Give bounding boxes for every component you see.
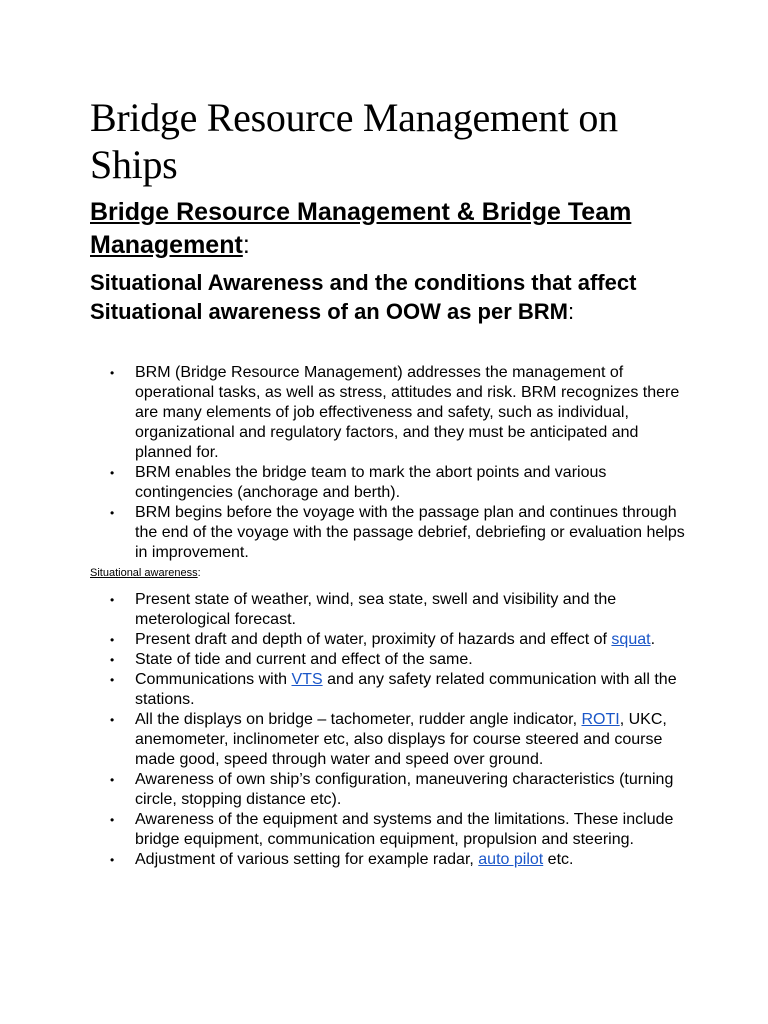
bullet-icon: • <box>110 673 115 687</box>
list-item-text: Awareness of own ship’s configuration, maneuvering characteristics (turning circle, stopping distance etc). <box>135 771 674 808</box>
list-item-text: All the displays on bridge – tachometer, rudder angle indicator, <box>135 711 582 728</box>
list-item-text: Present state of weather, wind, sea state, swell and visibility and the meterological forecast. <box>135 591 617 628</box>
list-item <box>90 710 690 770</box>
bullet-icon: • <box>110 653 115 667</box>
section-heading-situational-awareness <box>90 268 690 326</box>
list-item-text-end: . <box>650 631 656 648</box>
vts-link[interactable]: VTS <box>291 671 323 688</box>
page-title: Bridge Resource Management on Ships <box>90 95 618 187</box>
section-heading-brm-text: Bridge Resource Management & Bridge Team Management <box>90 198 632 259</box>
section-heading-brm-colon: : <box>242 231 250 259</box>
list-item-text: Communications with <box>135 671 292 688</box>
list-item-text: Adjustment of various setting for example radar, <box>135 851 479 868</box>
list-item-text: Awareness of the equipment and systems and the limitations. These include bridge equipment, communication equipment, propulsion and steering. <box>135 811 674 848</box>
bullet-icon: • <box>110 853 115 867</box>
bullet-icon: • <box>110 593 115 607</box>
subheading-colon: : <box>197 567 201 579</box>
list-item-text: State of tide and current and effect of the same. <box>135 651 473 668</box>
section-heading-sa-colon: : <box>568 299 575 324</box>
list-item-text-end: etc. <box>543 851 574 868</box>
list-item-text: BRM begins before the voyage with the passage plan and continues through the end of the voyage with the passage debrief, debriefing or evaluation helps in improvement. <box>135 504 685 561</box>
list-item <box>90 670 690 710</box>
squat-link[interactable]: squat <box>611 631 651 648</box>
list-item-text: BRM enables the bridge team to mark the abort points and various contingencies (anchorage and berth). <box>135 464 607 501</box>
situational-awareness-subheading <box>90 566 201 581</box>
list-item-text-end: and any safety related communication with all the stations. <box>135 671 677 708</box>
list-item-text: BRM (Bridge Resource Management) addresses the management of operational tasks, as well as stress, attitudes and risk. BRM recognizes there are many elements of job effectiveness and safety, such as individual, organizational and regulatory factors, and they must be anticipated and planned for. <box>135 364 680 461</box>
situational-awareness-list <box>90 590 690 870</box>
bullet-icon: • <box>110 466 115 480</box>
list-item <box>90 630 690 650</box>
list-item <box>90 590 690 630</box>
brm-bullet-list <box>90 363 690 563</box>
bullet-icon: • <box>110 633 115 647</box>
list-item <box>90 770 690 810</box>
list-item <box>90 363 690 463</box>
list-item-text-end: , UKC, anemometer, inclinometer etc, also displays for course steered and course made good, speed through water and speed over ground. <box>135 711 667 768</box>
list-item <box>90 850 690 870</box>
roti-link[interactable]: ROTI <box>581 711 620 728</box>
auto-pilot-link[interactable]: auto pilot <box>478 851 544 868</box>
list-item <box>90 503 690 563</box>
bullet-icon: • <box>110 813 115 827</box>
list-item <box>90 650 690 670</box>
list-item <box>90 810 690 850</box>
subheading-text: Situational awareness <box>90 567 198 579</box>
list-item <box>90 463 690 503</box>
list-item-text: Present draft and depth of water, proximity of hazards and effect of <box>135 631 612 648</box>
bullet-icon: • <box>110 366 115 380</box>
bullet-icon: • <box>110 773 115 787</box>
bullet-icon: • <box>110 506 115 520</box>
section-heading-brm <box>90 196 690 262</box>
section-heading-sa-text: Situational Awareness and the conditions that affect Situational awareness of an OOW as per BRM <box>90 270 637 324</box>
bullet-icon: • <box>110 713 115 727</box>
